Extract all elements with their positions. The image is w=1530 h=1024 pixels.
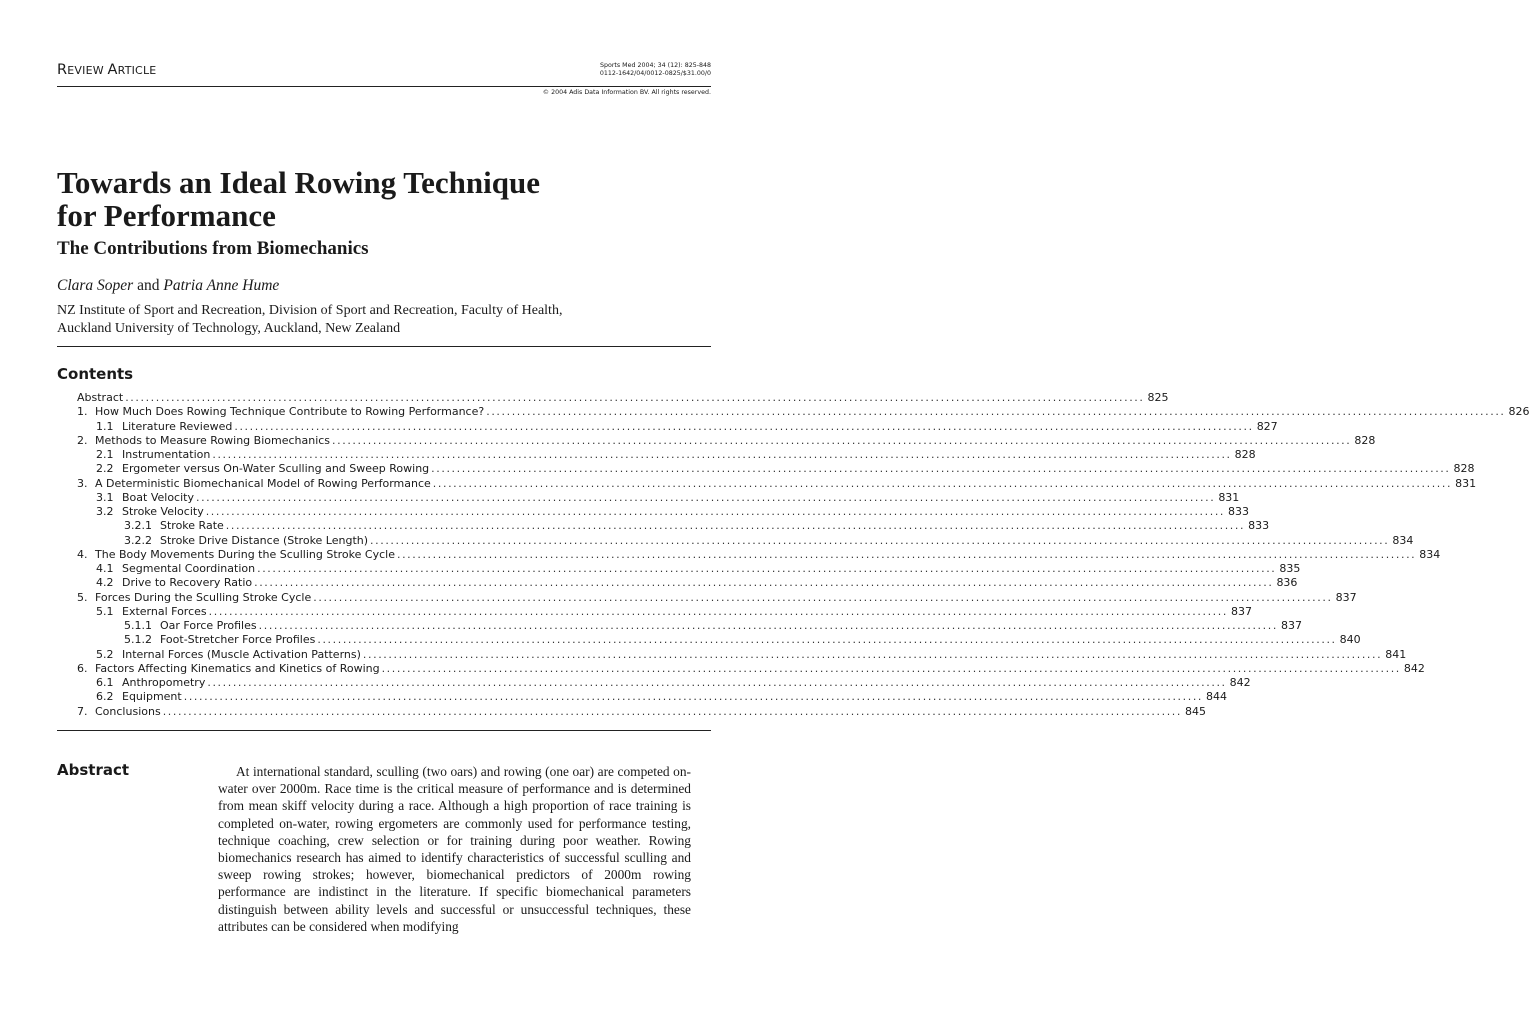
toc-entry-title: A Deterministic Biomechanical Model of Rowing Performance [95, 476, 431, 490]
toc-entry[interactable] [77, 690, 1228, 704]
toc-entry-page: 834 [1419, 547, 1441, 561]
toc-entry-title: External Forces [122, 604, 207, 618]
toc-dot-leader: ........................................................................................................................................................................................................ [431, 462, 1451, 476]
toc-entry[interactable] [77, 704, 1207, 719]
toc-entry-title: Equipment [122, 690, 182, 704]
contents-bottom-divider [57, 730, 711, 731]
toc-entry[interactable] [77, 533, 1414, 548]
toc-dot-leader: ........................................................................................................................................................................................................ [125, 391, 1145, 404]
toc-entry-number: 5. [77, 590, 88, 604]
toc-entry-number: 5.2 [96, 647, 114, 661]
journal-citation [600, 62, 711, 78]
toc-entry-page: 837 [1230, 604, 1252, 618]
toc-dot-leader: ........................................................................................................................................................................................................ [370, 533, 1390, 547]
toc-entry-number: 5.1 [96, 604, 114, 618]
toc-entry-number: 6. [77, 661, 88, 675]
toc-entry-page: 840 [1339, 633, 1361, 647]
toc-entry-page: 833 [1248, 519, 1270, 533]
toc-entry-title: Instrumentation [122, 448, 211, 461]
toc-entry[interactable] [77, 647, 1407, 662]
toc-dot-leader: ........................................................................................................................................................................................................ [486, 405, 1506, 419]
toc-dot-leader: ........................................................................................................................................................................................................ [212, 448, 1232, 461]
toc-dot-leader: ........................................................................................................................................................................................................ [207, 676, 1227, 689]
toc-entry-number: 1.1 [96, 419, 114, 433]
author-affiliation [57, 302, 717, 338]
toc-entry-page: 836 [1276, 576, 1298, 590]
toc-entry[interactable] [77, 448, 1256, 462]
toc-entry-number: 6.2 [96, 690, 114, 704]
toc-dot-leader: ........................................................................................................................................................................................................ [225, 519, 1246, 533]
toc-dot-leader: ........................................................................................................................................................................................................ [234, 419, 1254, 433]
toc-dot-leader: ........................................................................................................................................................................................................ [396, 547, 1417, 561]
toc-dot-leader: ........................................................................................................................................................................................................ [332, 433, 1352, 447]
contents-heading: Contents [57, 365, 134, 383]
toc-entry-page: 842 [1229, 676, 1251, 689]
abstract-heading: Abstract [57, 761, 130, 779]
toc-dot-leader: ........................................................................................................................................................................................................ [183, 690, 1204, 704]
toc-dot-leader: ........................................................................................................................................................................................................ [205, 505, 1226, 518]
article-type-rest-review: EVIEW [67, 64, 108, 77]
toc-entry[interactable] [77, 391, 1169, 405]
toc-entry-title: Factors Affecting Kinematics and Kinetics of Rowing [95, 661, 380, 675]
toc-entry-title: Forces During the Sculling Stroke Cycle [95, 590, 312, 604]
toc-entry[interactable] [77, 619, 1302, 633]
toc-entry-number: 4.2 [96, 576, 114, 590]
toc-entry-number: 2.2 [96, 462, 114, 476]
author-separator: and [133, 277, 164, 294]
toc-entry-page: 827 [1256, 419, 1278, 433]
toc-entry-page: 825 [1147, 391, 1169, 404]
toc-entry-number: 5.1.2 [124, 633, 152, 647]
copyright-notice: © 2004 Adis Data Information BV. All rights reserved. [542, 89, 711, 96]
toc-entry[interactable] [77, 604, 1252, 619]
toc-entry-title: Drive to Recovery Ratio [122, 576, 253, 590]
toc-entry[interactable] [77, 633, 1361, 647]
toc-entry-number: 1. [77, 405, 88, 419]
toc-entry-title: Stroke Velocity [122, 505, 204, 518]
toc-entry-number: 4. [77, 547, 88, 561]
toc-entry-page: 842 [1403, 661, 1425, 675]
toc-entry-page: 828 [1354, 433, 1376, 447]
toc-entry[interactable] [77, 661, 1425, 676]
toc-entry-page: 833 [1228, 505, 1250, 518]
toc-entry-number: 3.2.2 [124, 533, 152, 547]
toc-entry-number: 3.2 [96, 505, 114, 518]
article-title [57, 166, 717, 232]
toc-entry-page: 831 [1218, 490, 1240, 504]
toc-entry-page: 834 [1392, 533, 1414, 547]
toc-entry[interactable] [77, 490, 1240, 505]
author-name: Clara Soper [57, 277, 134, 294]
toc-entry[interactable] [77, 405, 1530, 419]
toc-entry-title: How Much Does Rowing Technique Contribute to Rowing Performance? [95, 405, 485, 419]
toc-entry-page: 837 [1280, 619, 1302, 632]
affiliation-line: Auckland University of Technology, Auckland, New Zealand [57, 321, 401, 336]
affiliation-line: NZ Institute of Sport and Recreation, Division of Sport and Recreation, Faculty of Health, [57, 303, 563, 318]
toc-entry[interactable] [77, 476, 1477, 491]
toc-entry-title: Stroke Rate [160, 519, 224, 533]
contents-top-divider [57, 346, 711, 347]
toc-entry-number: 5.1.1 [124, 619, 152, 632]
toc-entry-number: 4.1 [96, 562, 114, 575]
toc-entry-page: 844 [1206, 690, 1228, 704]
toc-entry-number: 3.2.1 [124, 519, 152, 533]
toc-entry-title: Conclusions [95, 704, 161, 718]
toc-entry-page: 845 [1185, 704, 1207, 718]
toc-entry-title: Internal Forces (Muscle Activation Patterns) [122, 647, 361, 661]
toc-dot-leader: ........................................................................................................................................................................................................ [162, 704, 1183, 718]
toc-entry-title: Anthropometry [122, 676, 206, 689]
header-divider [57, 86, 711, 87]
toc-dot-leader: ........................................................................................................................................................................................................ [258, 619, 1278, 632]
toc-entry-page: 837 [1335, 590, 1357, 604]
toc-entry-page: 828 [1453, 462, 1475, 476]
toc-entry-title: Segmental Coordination [122, 562, 256, 575]
toc-entry-number: 3. [77, 476, 88, 490]
toc-entry-page: 831 [1455, 476, 1477, 490]
toc-entry[interactable] [77, 462, 1475, 476]
article-title-line: for Performance [57, 198, 276, 233]
toc-entry-number: 7. [77, 704, 88, 718]
toc-entry-title: The Body Movements During the Sculling Stroke Cycle [95, 547, 395, 561]
toc-entry-page: 841 [1385, 647, 1407, 661]
article-type-rest-article: RTICLE [117, 64, 157, 77]
toc-entry[interactable] [77, 562, 1301, 576]
toc-entry-title: Foot-Stretcher Force Profiles [160, 633, 316, 647]
article-title-line: Towards an Ideal Rowing Technique [57, 165, 540, 200]
table-of-contents [77, 391, 1530, 719]
toc-dot-leader: ........................................................................................................................................................................................................ [254, 576, 1274, 590]
toc-dot-leader: ........................................................................................................................................................................................................ [362, 647, 1383, 661]
toc-entry[interactable] [77, 419, 1278, 434]
toc-entry[interactable] [77, 433, 1376, 448]
toc-entry-page: 826 [1508, 405, 1530, 419]
toc-entry[interactable] [77, 547, 1441, 562]
toc-entry[interactable] [77, 519, 1270, 533]
journal-citation-line: Sports Med 2004; 34 (12): 825-848 [599, 62, 711, 69]
author-name: Patria Anne Hume [163, 277, 280, 294]
toc-entry[interactable] [77, 590, 1357, 605]
toc-entry-title: Oar Force Profiles [160, 619, 257, 632]
toc-dot-leader: ........................................................................................................................................................................................................ [317, 633, 1337, 647]
toc-entry[interactable] [77, 576, 1298, 590]
toc-entry-title: Stroke Drive Distance (Stroke Length) [160, 533, 369, 547]
article-subtitle: The Contributions from Biomechanics [57, 238, 369, 259]
toc-entry-title: Literature Reviewed [122, 419, 233, 433]
toc-entry[interactable] [77, 505, 1250, 519]
toc-dot-leader: ........................................................................................................................................................................................................ [195, 490, 1216, 504]
toc-entry-number: 6.1 [96, 676, 114, 689]
toc-entry-number: 2. [77, 433, 88, 447]
article-type-label [57, 62, 156, 78]
author-list [57, 277, 279, 295]
toc-entry[interactable] [77, 676, 1251, 690]
toc-entry-title: Methods to Measure Rowing Biomechanics [95, 433, 331, 447]
toc-entry-title: Boat Velocity [122, 490, 194, 504]
toc-dot-leader: ........................................................................................................................................................................................................ [381, 661, 1401, 675]
journal-issn-line: 0112-1642/04/0012-0825/$31.00/0 [599, 70, 711, 77]
article-type-first-letter-article: A [107, 62, 118, 78]
abstract-body: At international standard, sculling (two oars) and rowing (one oar) are competed on-water over 2000m. Race time is the critical measure of performance and is determined from mean skiff velocity during a race. Although a high proportion of race training is completed on-water, rowing ergometers are commonly used for performance testing, technique coaching, crew selection or for training during poor weather. Rowing biomechanics research has aimed to identify characteristics of successful sculling and sweep rowing strokes; however, biomechanical predictors of 2000m rowing performance are indistinct in the literature. If specific biomechanical parameters distinguish between ability levels and successful or unsuccessful techniques, these attributes can be considered when modifying [218, 764, 691, 934]
toc-entry-title: Ergometer versus On-Water Sculling and Sweep Rowing [122, 462, 430, 476]
toc-dot-leader: ........................................................................................................................................................................................................ [313, 590, 1333, 604]
toc-dot-leader: ........................................................................................................................................................................................................ [432, 476, 1453, 490]
article-type-first-letter-review: R [57, 62, 68, 78]
toc-entry-page: 835 [1279, 562, 1301, 575]
toc-entry-number: 3.1 [96, 490, 114, 504]
toc-entry-title: Abstract [77, 391, 124, 404]
toc-dot-leader: ........................................................................................................................................................................................................ [208, 604, 1228, 618]
toc-entry-number: 2.1 [96, 448, 114, 461]
toc-dot-leader: ........................................................................................................................................................................................................ [257, 562, 1277, 575]
toc-entry-page: 828 [1234, 448, 1256, 461]
